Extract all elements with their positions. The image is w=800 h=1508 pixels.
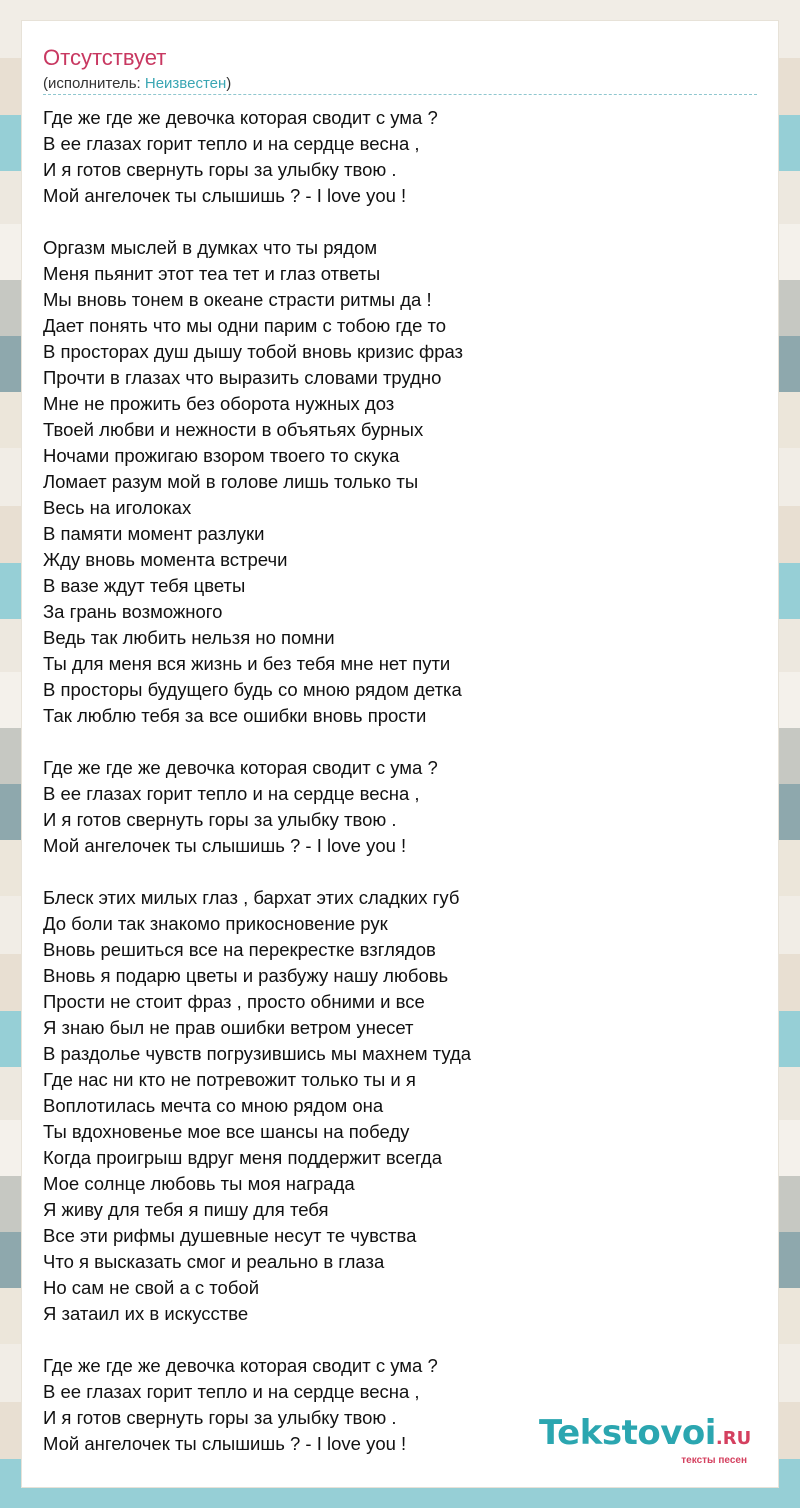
song-title: Отсутствует [43,45,167,70]
lyric-line: Ведь так любить нельзя но помни [43,627,335,648]
lyric-line: В ее глазах горит тепло и на сердце весна , [43,1381,420,1402]
lyric-blank-line [43,1327,743,1353]
lyric-line: В просторы будущего будь со мною рядом детка [43,679,462,700]
artist-link[interactable]: Неизвестен [144,75,227,92]
lyric-blank-line [43,729,743,755]
lyric-line: И я готов свернуть горы за улыбку твою . [43,809,397,830]
lyric-line: В памяти момент разлуки [43,523,265,544]
lyric-blank-line [43,209,743,235]
artist-prefix: (исполнитель: [43,75,145,92]
site-logo[interactable] [539,1413,752,1466]
logo-tld: .RU [715,1428,752,1449]
lyric-line: Блеск этих милых глаз , бархат этих сладких губ [43,887,460,908]
lyric-line: Вновь решиться все на перекрестке взглядов [43,939,436,960]
lyric-line: Где же где же девочка которая сводит с ума ? [43,757,438,778]
lyric-line: В вазе ждут тебя цветы [43,575,246,596]
lyric-line: И я готов свернуть горы за улыбку твою . [43,159,397,180]
lyric-line: Я живу для тебя я пишу для тебя [43,1199,329,1220]
lyric-line: Ломает разум мой в голове лишь только ты [43,471,419,492]
artist-line [43,75,231,92]
lyric-line: Все эти рифмы душевные несут те чувства [43,1225,417,1246]
lyric-line: В ее глазах горит тепло и на сердце весна , [43,783,420,804]
lyric-line: Где же где же девочка которая сводит с ума ? [43,1355,438,1376]
lyric-line: Мое солнце любовь ты моя награда [43,1173,355,1194]
lyric-blank-line [43,859,743,885]
lyric-line: Я знаю был не прав ошибки ветром унесет [43,1017,414,1038]
lyric-line: За грань возможного [43,601,223,622]
artist-suffix: ) [226,75,232,92]
lyric-line: Мой ангелочек ты слышишь ? - I love you ! [43,185,407,206]
lyric-line: Прочти в глазах что выразить словами трудно [43,367,442,388]
lyric-line: В просторах душ дышу тобой вновь кризис фраз [43,341,464,362]
lyric-line: В ее глазах горит тепло и на сердце весна , [43,133,420,154]
lyric-line: Мне не прожить без оборота нужных доз [43,393,395,414]
logo-tagline: тексты песен [681,1455,747,1466]
lyric-line: Так люблю тебя за все ошибки вновь прости [43,705,427,726]
lyrics-card [21,20,779,1488]
lyric-line: Меня пьянит этот теа тет и глаз ответы [43,263,381,284]
logo-wordmark [539,1413,752,1458]
lyric-line: Дает понять что мы одни парим с тобою где то [43,315,447,336]
logo-name: Tekstovoi [539,1413,716,1453]
lyric-line: Весь на иголоках [43,497,192,518]
lyric-line: Ты вдохновенье мое все шансы на победу [43,1121,410,1142]
lyric-line: Прости не стоит фраз , просто обними и все [43,991,425,1012]
lyric-line: Оргазм мыслей в думках что ты рядом [43,237,378,258]
lyric-line: Где нас ни кто не потревожит только ты и я [43,1069,416,1090]
lyric-line: Но сам не свой а с тобой [43,1277,260,1298]
lyric-line: Где же где же девочка которая сводит с ума ? [43,107,438,128]
lyric-line: Ночами прожигаю взором твоего то скука [43,445,400,466]
lyric-line: И я готов свернуть горы за улыбку твою . [43,1407,397,1428]
lyric-line: Вновь я подарю цветы и разбужу нашу любовь [43,965,449,986]
lyric-line: Жду вновь момента встречи [43,549,288,570]
lyric-line: Воплотилась мечта со мною рядом она [43,1095,384,1116]
lyric-line: Когда проигрыш вдруг меня поддержит всегда [43,1147,443,1168]
lyrics-text [43,105,743,1457]
lyric-line: До боли так знакомо прикосновение рук [43,913,388,934]
lyric-line: Мы вновь тонем в океане страсти ритмы да ! [43,289,432,310]
title-divider [43,94,757,95]
lyric-line: Мой ангелочек ты слышишь ? - I love you ! [43,1433,407,1454]
lyric-line: Что я высказать смог и реально в глаза [43,1251,385,1272]
lyric-line: В раздолье чувств погрузившись мы махнем туда [43,1043,472,1064]
lyric-line: Твоей любви и нежности в объятьях бурных [43,419,424,440]
lyric-line: Я затаил их в искусстве [43,1303,249,1324]
lyric-line: Мой ангелочек ты слышишь ? - I love you ! [43,835,407,856]
lyric-line: Ты для меня вся жизнь и без тебя мне нет пути [43,653,451,674]
